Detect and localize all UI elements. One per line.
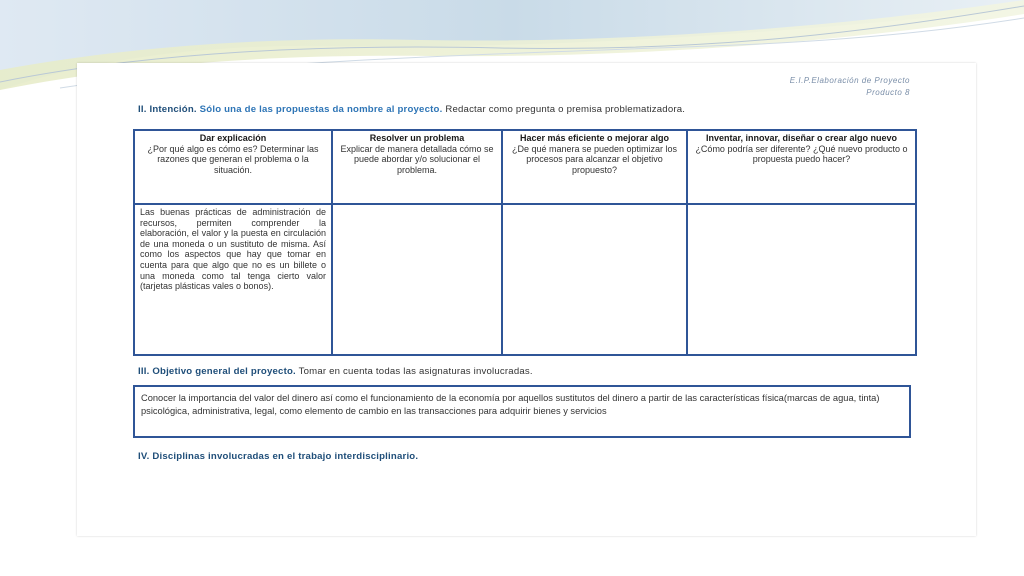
column-description: ¿Cómo podría ser diferente? ¿Qué nuevo producto o propuesta puedo hacer? <box>695 143 908 165</box>
section-intencion-heading <box>138 104 685 115</box>
header-line-1: E.I.P.Elaboración de Proyecto <box>789 76 910 85</box>
section-disciplinas-heading <box>138 451 418 462</box>
table-cell <box>687 204 916 355</box>
column-title: Dar explicación <box>199 133 267 143</box>
section-title: Objetivo general del proyecto. <box>152 366 296 377</box>
column-title: Resolver un problema <box>369 133 465 143</box>
objective-box: Conocer la importancia del valor del dinero así como el funcionamiento de la economía por aquellos sustitutos del dinero a partir de las características física(marcas de agua, tinta) psicológica, administrativa, legal, como elemento de cambio en las transacciones para adquirir bienes y servicios <box>133 385 911 438</box>
table-cell: Las buenas prácticas de administración de recursos, permiten comprender la elaboración, el valor y la puesta en circulación de una moneda o un sustituto de misma. Así como los aspectos que hay que tomar en cuenta para que algo que no es un billete o una moneda como tal tenga cierto valor (tarjetas plásticas vales o bonos). <box>134 204 332 355</box>
column-title: Inventar, innovar, diseñar o crear algo nuevo <box>705 133 898 143</box>
section-highlight: Sólo una de las propuestas da nombre al proyecto. <box>199 104 443 115</box>
section-objetivo-heading <box>138 366 533 377</box>
section-instruction: Tomar en cuenta todas las asignaturas involucradas. <box>298 366 533 377</box>
header-line-2: Producto 8 <box>866 88 910 97</box>
column-title: Hacer más eficiente o mejorar algo <box>519 133 670 143</box>
table-header-cell <box>502 130 687 204</box>
column-description: ¿Por qué algo es cómo es? Determinar las razones que generan el problema o la situación. <box>147 143 319 175</box>
table-header-cell <box>134 130 332 204</box>
section-title: Intención. <box>149 104 197 115</box>
section-instruction: Redactar como pregunta o premisa problematizadora. <box>445 104 686 115</box>
table-cell <box>502 204 687 355</box>
intention-table <box>133 129 917 356</box>
section-number: III. <box>138 366 150 377</box>
section-number: II. <box>138 104 147 115</box>
table-header-row <box>134 130 916 204</box>
table-header-cell <box>687 130 916 204</box>
column-description: ¿De qué manera se pueden optimizar los procesos para alcanzar el objetivo propuesto? <box>511 143 678 175</box>
document-page <box>77 63 976 536</box>
table-header-cell <box>332 130 502 204</box>
section-title: Disciplinas involucradas en el trabajo interdisciplinario. <box>152 451 419 462</box>
section-number: IV. <box>138 451 150 462</box>
table-row <box>134 204 916 355</box>
table-cell <box>332 204 502 355</box>
column-description: Explicar de manera detallada cómo se puede abordar y/o solucionar el problema. <box>340 143 494 175</box>
